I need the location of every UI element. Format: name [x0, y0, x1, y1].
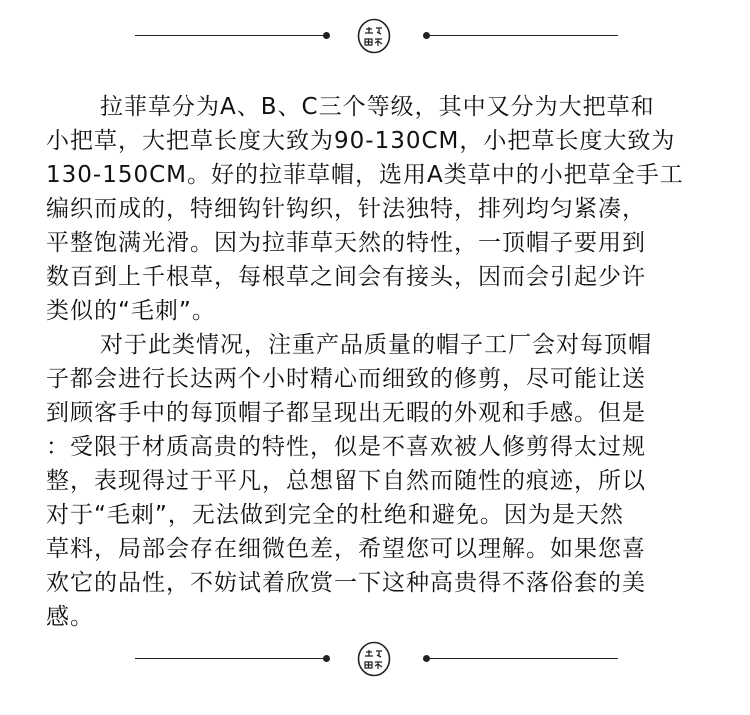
text-line: 欢它的品性，不妨试着欣赏一下这种高贵得不落俗套的美 [46, 570, 646, 596]
brand-seal-logo [356, 17, 392, 55]
text-line: 整，表现得过于平凡，总想留下自然而随性的痕迹，所以 [46, 468, 646, 494]
text-line: 到顾客手中的每顶帽子都呈现出无暇的外观和手感。但是 [46, 400, 646, 426]
text-line: 对于“毛刺”，无法做到完全的杜绝和避免。因为是天然 [46, 502, 624, 528]
text-line: 类似的“毛刺”。 [46, 298, 216, 324]
text-line: 130-150CM。好的拉菲草帽，选用A类草中的小把草全手工 [46, 162, 684, 188]
text-line: 对于此类情况，注重产品质量的帽子工厂会对每顶帽 [100, 332, 652, 358]
bottom-divider [0, 639, 750, 679]
divider-line-left [135, 658, 325, 659]
text-line: 编织而成的，特细钩针钩织，针法独特，排列均匀紧凑， [46, 196, 646, 222]
divider-dot-left [323, 655, 330, 662]
paragraph-2 [46, 328, 716, 634]
text-line: 感。 [46, 604, 94, 630]
text-line: ：受限于材质高贵的特性，似是不喜欢被人修剪得太过规 [46, 434, 646, 460]
divider-line-left [135, 35, 325, 36]
text-line: 平整饱满光滑。因为拉菲草天然的特性，一顶帽子要用到 [46, 230, 646, 256]
brand-seal-logo [356, 640, 392, 678]
divider-line-right [428, 658, 618, 659]
text-line: 子都会进行长达两个小时精心而细致的修剪，尽可能让送 [46, 366, 646, 392]
divider-line-right [428, 35, 618, 36]
text-line: 拉菲草分为A、B、C三个等级，其中又分为大把草和 [100, 94, 655, 120]
text-line: 小把草，大把草长度大致为90-130CM，小把草长度大致为 [46, 128, 676, 154]
divider-dot-left [323, 32, 330, 39]
text-line: 数百到上千根草，每根草之间会有接头，因而会引起少许 [46, 264, 646, 290]
top-divider [0, 16, 750, 56]
article-body [46, 90, 716, 634]
text-line: 草料，局部会存在细微色差，希望您可以理解。如果您喜 [46, 536, 646, 562]
paragraph-1 [46, 90, 716, 328]
